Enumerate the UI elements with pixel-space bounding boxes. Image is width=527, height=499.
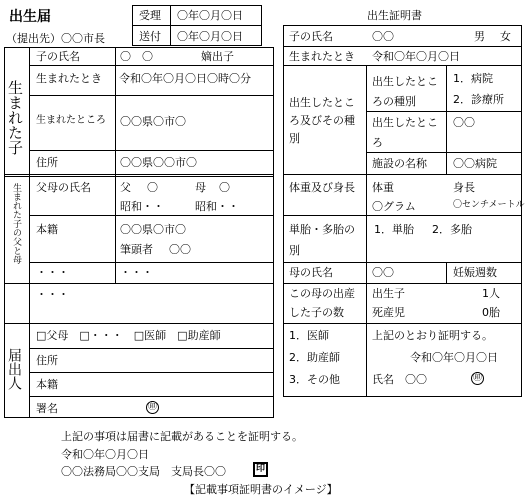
mother-name-label: 母の氏名 [289, 266, 333, 279]
parent-name-label: 父母の氏名 [36, 181, 91, 194]
weight-value: 〇グラム [372, 200, 416, 213]
submit-to: （提出先）〇〇市長 [6, 32, 105, 45]
received-date: 〇年〇月〇日 [177, 9, 243, 22]
domicile-value: 〇〇県〇市〇 [120, 223, 186, 236]
footer-issuer: 〇〇法務局〇〇支局 支局長〇〇 [61, 465, 226, 478]
parents-section-label: 生まれた子の父と母 [11, 183, 21, 264]
right-title: 出生証明書 [367, 9, 422, 22]
facility-label: 施設の名称 [372, 157, 427, 170]
kind-option-hospital: 1．病院 [453, 72, 493, 85]
kind-option-clinic: 2．診療所 [453, 93, 504, 106]
informant-seal-icon: ㊞ [147, 402, 157, 412]
office-title: 出生届 [9, 9, 51, 25]
informant-section-label: 届出人 [6, 348, 22, 390]
informant-address: 住所 [36, 354, 58, 367]
birth-section-label: 生まれた子 [6, 80, 24, 155]
head-label: 筆頭者 [120, 243, 153, 256]
child-relation: 嫡出子 [201, 50, 234, 63]
child-name-label: 子の氏名 [36, 50, 80, 63]
cert-born-at-label: 生まれたとき [289, 50, 355, 63]
domicile-label: 本籍 [36, 223, 58, 236]
certifier-name: 氏名 〇〇 [372, 373, 427, 386]
informant-signature: 署名 [36, 402, 58, 415]
cert-born-at-value: 令和〇年〇月〇日 [372, 50, 460, 63]
dots-other: ・・・ [36, 288, 69, 301]
informant-domicile: 本籍 [36, 378, 58, 391]
certifier-doctor: 1．医師 [289, 329, 329, 342]
height-value: 〇センチメートル [453, 200, 525, 210]
cert-child-name-value: 〇〇 [372, 30, 394, 43]
received-label: 受理 [139, 9, 161, 22]
father-label: 父 [120, 181, 131, 194]
multiple-label: 単胎・多胎の別 [289, 223, 355, 257]
left-section-col [29, 47, 30, 418]
multiple-option-single: 1．単胎 [374, 223, 414, 236]
certifier-other: 3．その他 [289, 373, 340, 386]
certify-date: 令和〇年〇月〇日 [410, 351, 498, 364]
mother-value: 〇 [219, 181, 230, 194]
born-at-value: 令和〇年〇月〇日〇時〇分 [119, 72, 251, 85]
address-label: 住所 [36, 156, 58, 169]
footer-caption: 【記載事項証明書のイメージ】 [184, 483, 338, 496]
footer-date: 令和〇年〇月〇日 [61, 448, 149, 461]
births-label: この母の出産した子の数 [289, 287, 355, 319]
weight-label: 体重 [372, 181, 394, 194]
height-label: 身長 [453, 181, 475, 194]
sent-label: 送付 [139, 30, 161, 43]
born-children-value: 1人 [482, 287, 500, 300]
father-value: 〇 [147, 181, 158, 194]
dots-right: ・・・ [120, 266, 153, 279]
sex-female: 女 [500, 30, 511, 43]
birth-place-value: 〇〇県〇市〇 [120, 115, 186, 128]
head-value: 〇〇 [169, 243, 191, 256]
sent-date: 〇年〇月〇日 [177, 30, 243, 43]
certify-text: 上記のとおり証明する。 [372, 329, 493, 342]
place-label: 出生したところ [372, 116, 438, 149]
certifier-midwife: 2．助産師 [289, 351, 340, 364]
mother-label: 母 [195, 181, 206, 194]
place-value: 〇〇 [453, 116, 475, 129]
left-value-col [115, 47, 116, 284]
office-seal-icon: 印 [253, 462, 268, 477]
birth-place-label: 生まれたところ [36, 115, 106, 126]
kind-label: 出生したところの種別 [372, 75, 438, 108]
born-at-label: 生まれたとき [36, 72, 102, 85]
born-children-label: 出生子 [372, 287, 405, 300]
sex-male: 男 [474, 30, 485, 43]
father-era: 昭和・・ [120, 200, 164, 213]
stillbirth-value: 0胎 [482, 306, 500, 319]
body-label: 体重及び身長 [289, 181, 355, 194]
mother-era: 昭和・・ [195, 200, 239, 213]
facility-value: 〇〇病院 [453, 157, 497, 170]
multiple-option-multiple: 2．多胎 [432, 223, 472, 236]
gestation-label: 妊娠週数 [453, 266, 497, 279]
receipt-divider [132, 25, 262, 26]
receipt-col-line [170, 5, 171, 46]
dots-left: ・・・ [36, 266, 69, 279]
child-name-value: 〇 〇 [120, 50, 153, 63]
certifier-seal-icon: ㊞ [472, 373, 482, 383]
address-value: 〇〇県〇〇市〇 [120, 156, 197, 169]
mother-name-value: 〇〇 [372, 266, 394, 279]
stillbirth-label: 死産児 [372, 306, 405, 319]
footer-statement: 上記の事項は届書に記載があることを証明する。 [61, 430, 303, 443]
right-label-col [366, 65, 367, 397]
place-kind-label: 出生したところ及びその種別 [289, 96, 355, 145]
cert-child-name-label: 子の氏名 [289, 30, 333, 43]
informant-options: □父母 □・・・ □医師 □助産師 [36, 329, 221, 342]
section-divider [4, 174, 274, 177]
